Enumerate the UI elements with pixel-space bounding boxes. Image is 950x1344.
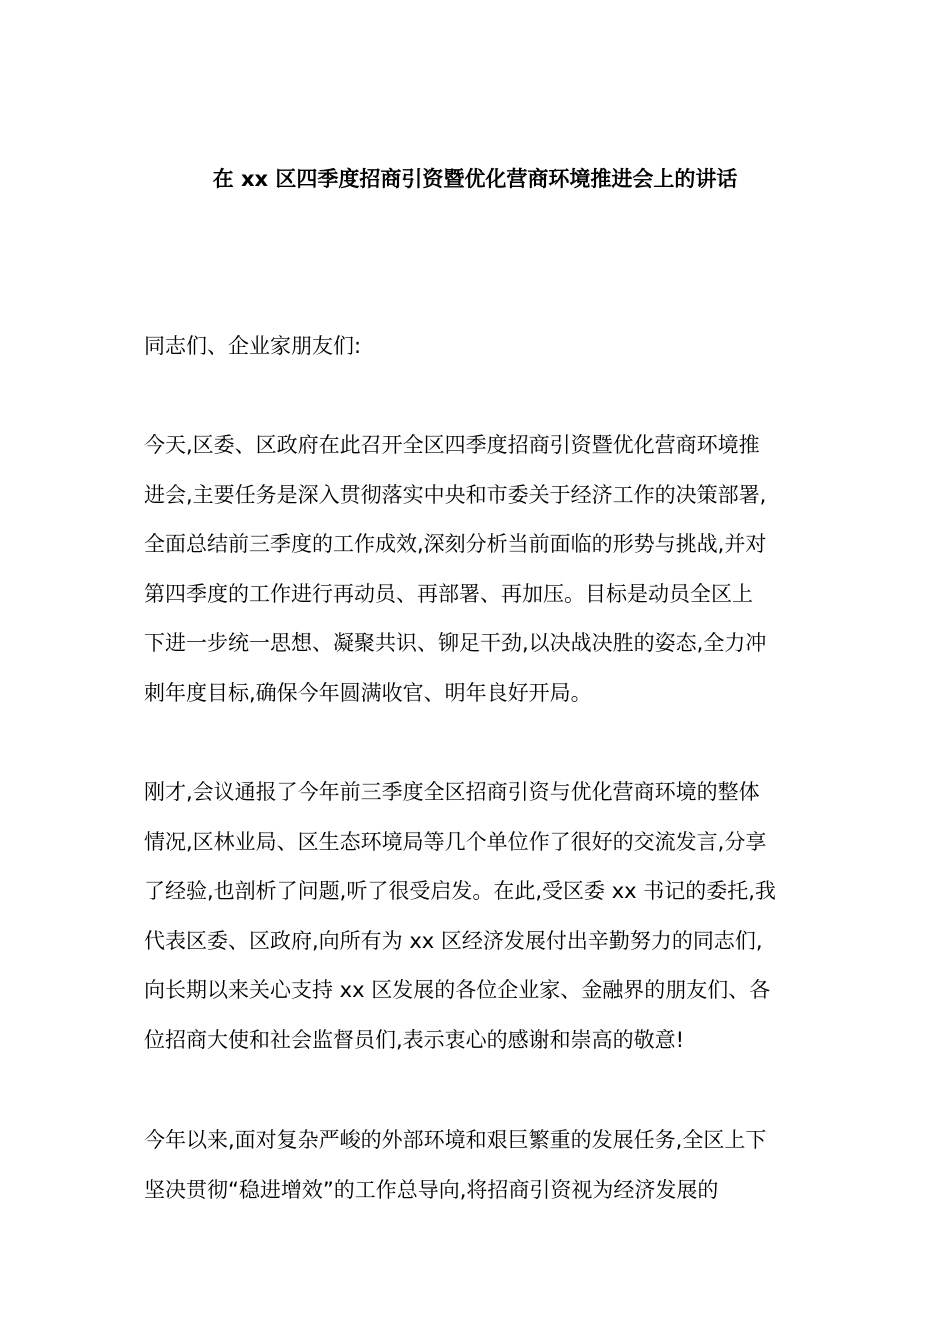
paragraph-3 xyxy=(144,1122,814,1221)
text-line: 向长期以来关心支持 xx 区发展的各位企业家、金融界的朋友们、各 xyxy=(144,978,771,1003)
text-line: 位招商大使和社会监督员们,表示衷心的感谢和崇高的敬意! xyxy=(144,1027,685,1052)
text-line: 第四季度的工作进行再动员、再部署、再加压。目标是动员全区上 xyxy=(144,581,753,606)
text-line: 全面总结前三季度的工作成效,深刻分析当前面临的形势与挑战,并对 xyxy=(144,532,767,557)
text-line: 情况,区林业局、区生态环境局等几个单位作了很好的交流发言,分享 xyxy=(144,829,767,854)
salutation: 同志们、企业家朋友们: xyxy=(144,334,362,358)
document-title: 在 xx 区四季度招商引资暨优化营商环境推进会上的讲话 xyxy=(212,167,738,191)
text-line: 坚决贯彻“稳进增效”的工作总导向,将招商引资视为经济发展的 xyxy=(144,1177,719,1202)
text-line: 刺年度目标,确保今年圆满收官、明年良好开局。 xyxy=(144,680,592,705)
text-line: 今年以来,面对复杂严峻的外部环境和艰巨繁重的发展任务,全区上下 xyxy=(144,1128,767,1152)
text-line: 今天,区委、区政府在此召开全区四季度招商引资暨优化营商环境推 xyxy=(144,433,760,457)
text-line: 下进一步统一思想、凝聚共识、铆足干劲,以决战决胜的姿态,全力冲 xyxy=(144,631,767,656)
paragraph-2 xyxy=(144,774,814,1072)
text-line: 代表区委、区政府,向所有为 xx 区经济发展付出辛勤努力的同志们, xyxy=(144,928,763,953)
paragraph-1 xyxy=(144,427,814,725)
text-line: 刚才,会议通报了今年前三季度全区招商引资与优化营商环境的整体 xyxy=(144,780,760,804)
text-line: 了经验,也剖析了问题,听了很受启发。在此,受区委 xx 书记的委托,我 xyxy=(144,879,776,904)
text-line: 进会,主要任务是深入贯彻落实中央和市委关于经济工作的决策部署, xyxy=(144,482,767,507)
